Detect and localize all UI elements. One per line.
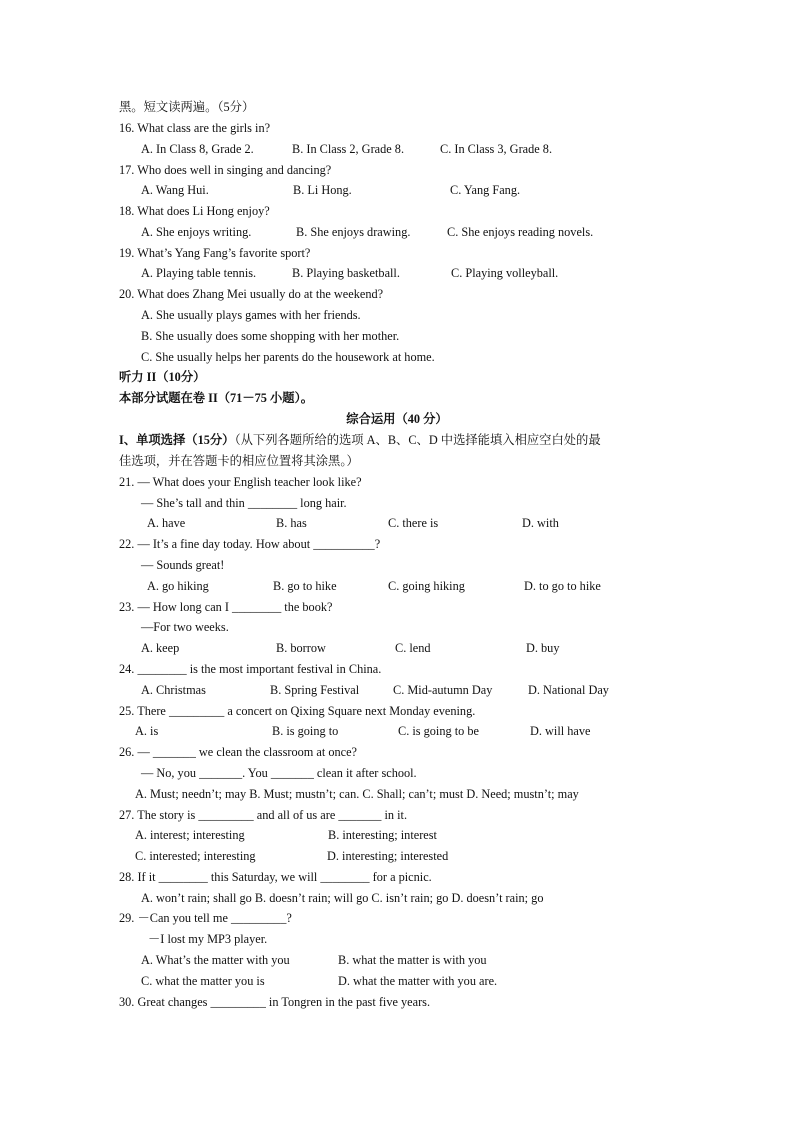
q16-option-c: C. In Class 3, Grade 8. [440,142,553,156]
q25-option-d: D. will have [530,724,591,738]
q28-options: A. won’t rain; shall go B. doesn’t rain; will go C. isn’t rain; go D. doesn’t rain; go [141,891,544,905]
q19-option-b: B. Playing basketball. [292,266,400,280]
q29-option-d: D. what the matter with you are. [338,974,498,988]
q29-line-2: －I lost my MP3 player. [148,932,268,946]
q17-option-c: C. Yang Fang. [450,183,521,197]
part1-heading: I、单项选择（15分） [119,433,235,447]
q20-option-c: C. She usually helps her parents do the housework at home. [141,350,435,364]
intro-line: 黑。短文读两遍。（5分） [119,100,255,114]
q18-option-a: A. She enjoys writing. [141,225,252,239]
q25-option-a: A. is [135,724,159,738]
q26-line-2: — No, you _______. You _______ clean it after school. [141,766,417,780]
q21-option-a: A. have [147,516,186,530]
q23-line-2: —For two weeks. [141,620,229,634]
q28-line-1: 28. If it ________ this Saturday, we will ________ for a picnic. [119,870,432,884]
part1-instruction-1: （从下列各题所给的选项 A、B、C、D 中选择能填入相应空白处的最 [234,433,601,447]
q26-options: A. Must; needn’t; may B. Must; mustn’t; can. C. Shall; can’t; must D. Need; mustn’t; may [135,787,579,801]
q24-line-1: 24. ________ is the most important festival in China. [119,662,382,676]
q24-option-d: D. National Day [528,683,609,697]
q24-option-c: C. Mid-autumn Day [393,683,493,697]
section-title: 综合运用（40 分） [346,412,448,426]
q22-option-a: A. go hiking [147,579,209,593]
q18-option-c: C. She enjoys reading novels. [447,225,594,239]
q22-line-2: — Sounds great! [141,558,225,572]
q21-line-2: — She’s tall and thin ________ long hair. [141,496,347,510]
q25-line-1: 25. There _________ a concert on Qixing Square next Monday evening. [119,704,476,718]
q27-option-a: A. interest; interesting [135,828,245,842]
q23-option-d: D. buy [526,641,560,655]
q21-line-1: 21. — What does your English teacher look like? [119,475,362,489]
q24-option-a: A. Christmas [141,683,206,697]
q29-option-a: A. What’s the matter with you [141,953,290,967]
q20-option-a: A. She usually plays games with her friends. [141,308,361,322]
q27-option-b: B. interesting; interest [328,828,437,842]
part1-heading-line [119,433,601,447]
listening-2-title: 听力 II（10分） [119,370,206,384]
q17-option-b: B. Li Hong. [293,183,352,197]
q29-option-c: C. what the matter you is [141,974,265,988]
q23-option-b: B. borrow [276,641,326,655]
q18-option-b: B. She enjoys drawing. [296,225,411,239]
q24-option-b: B. Spring Festival [270,683,360,697]
q22-option-d: D. to go to hike [524,579,601,593]
q17-stem: 17. Who does well in singing and dancing? [119,163,332,177]
q29-option-b: B. what the matter is with you [338,953,487,967]
q19-option-a: A. Playing table tennis. [141,266,257,280]
q20-option-b: B. She usually does some shopping with her mother. [141,329,400,343]
q23-line-1: 23. — How long can I ________ the book? [119,600,333,614]
q21-option-d: D. with [522,516,559,530]
q16-option-a: A. In Class 8, Grade 2. [141,142,254,156]
q25-option-b: B. is going to [272,724,339,738]
q16-stem: 16. What class are the girls in? [119,121,271,135]
q25-option-c: C. is going to be [398,724,479,738]
q17-option-a: A. Wang Hui. [141,183,209,197]
q18-stem: 18. What does Li Hong enjoy? [119,204,270,218]
listening-2-note: 本部分试题在卷 II（71－75 小题）。 [119,391,314,405]
q27-option-d: D. interesting; interested [327,849,449,863]
q19-option-c: C. Playing volleyball. [451,266,559,280]
q27-option-c: C. interested; interesting [135,849,256,863]
q29-line-1: 29. －Can you tell me _________? [119,911,292,925]
q21-option-b: B. has [276,516,307,530]
q22-line-1: 22. — It’s a fine day today. How about __________? [119,537,381,551]
q30-line-1: 30. Great changes _________ in Tongren in the past five years. [119,995,431,1009]
q22-option-c: C. going hiking [388,579,465,593]
part1-instruction-2: 佳选项，并在答题卡的相应位置将其涂黑。） [119,454,359,468]
q22-option-b: B. go to hike [273,579,337,593]
q26-line-1: 26. — _______ we clean the classroom at once? [119,745,358,759]
q16-option-b: B. In Class 2, Grade 8. [292,142,405,156]
q21-option-c: C. there is [388,516,439,530]
q23-option-c: C. lend [395,641,431,655]
q27-line-1: 27. The story is _________ and all of us are _______ in it. [119,808,408,822]
q23-option-a: A. keep [141,641,180,655]
q19-stem: 19. What’s Yang Fang’s favorite sport? [119,246,311,260]
q20-stem: 20. What does Zhang Mei usually do at the weekend? [119,287,384,301]
